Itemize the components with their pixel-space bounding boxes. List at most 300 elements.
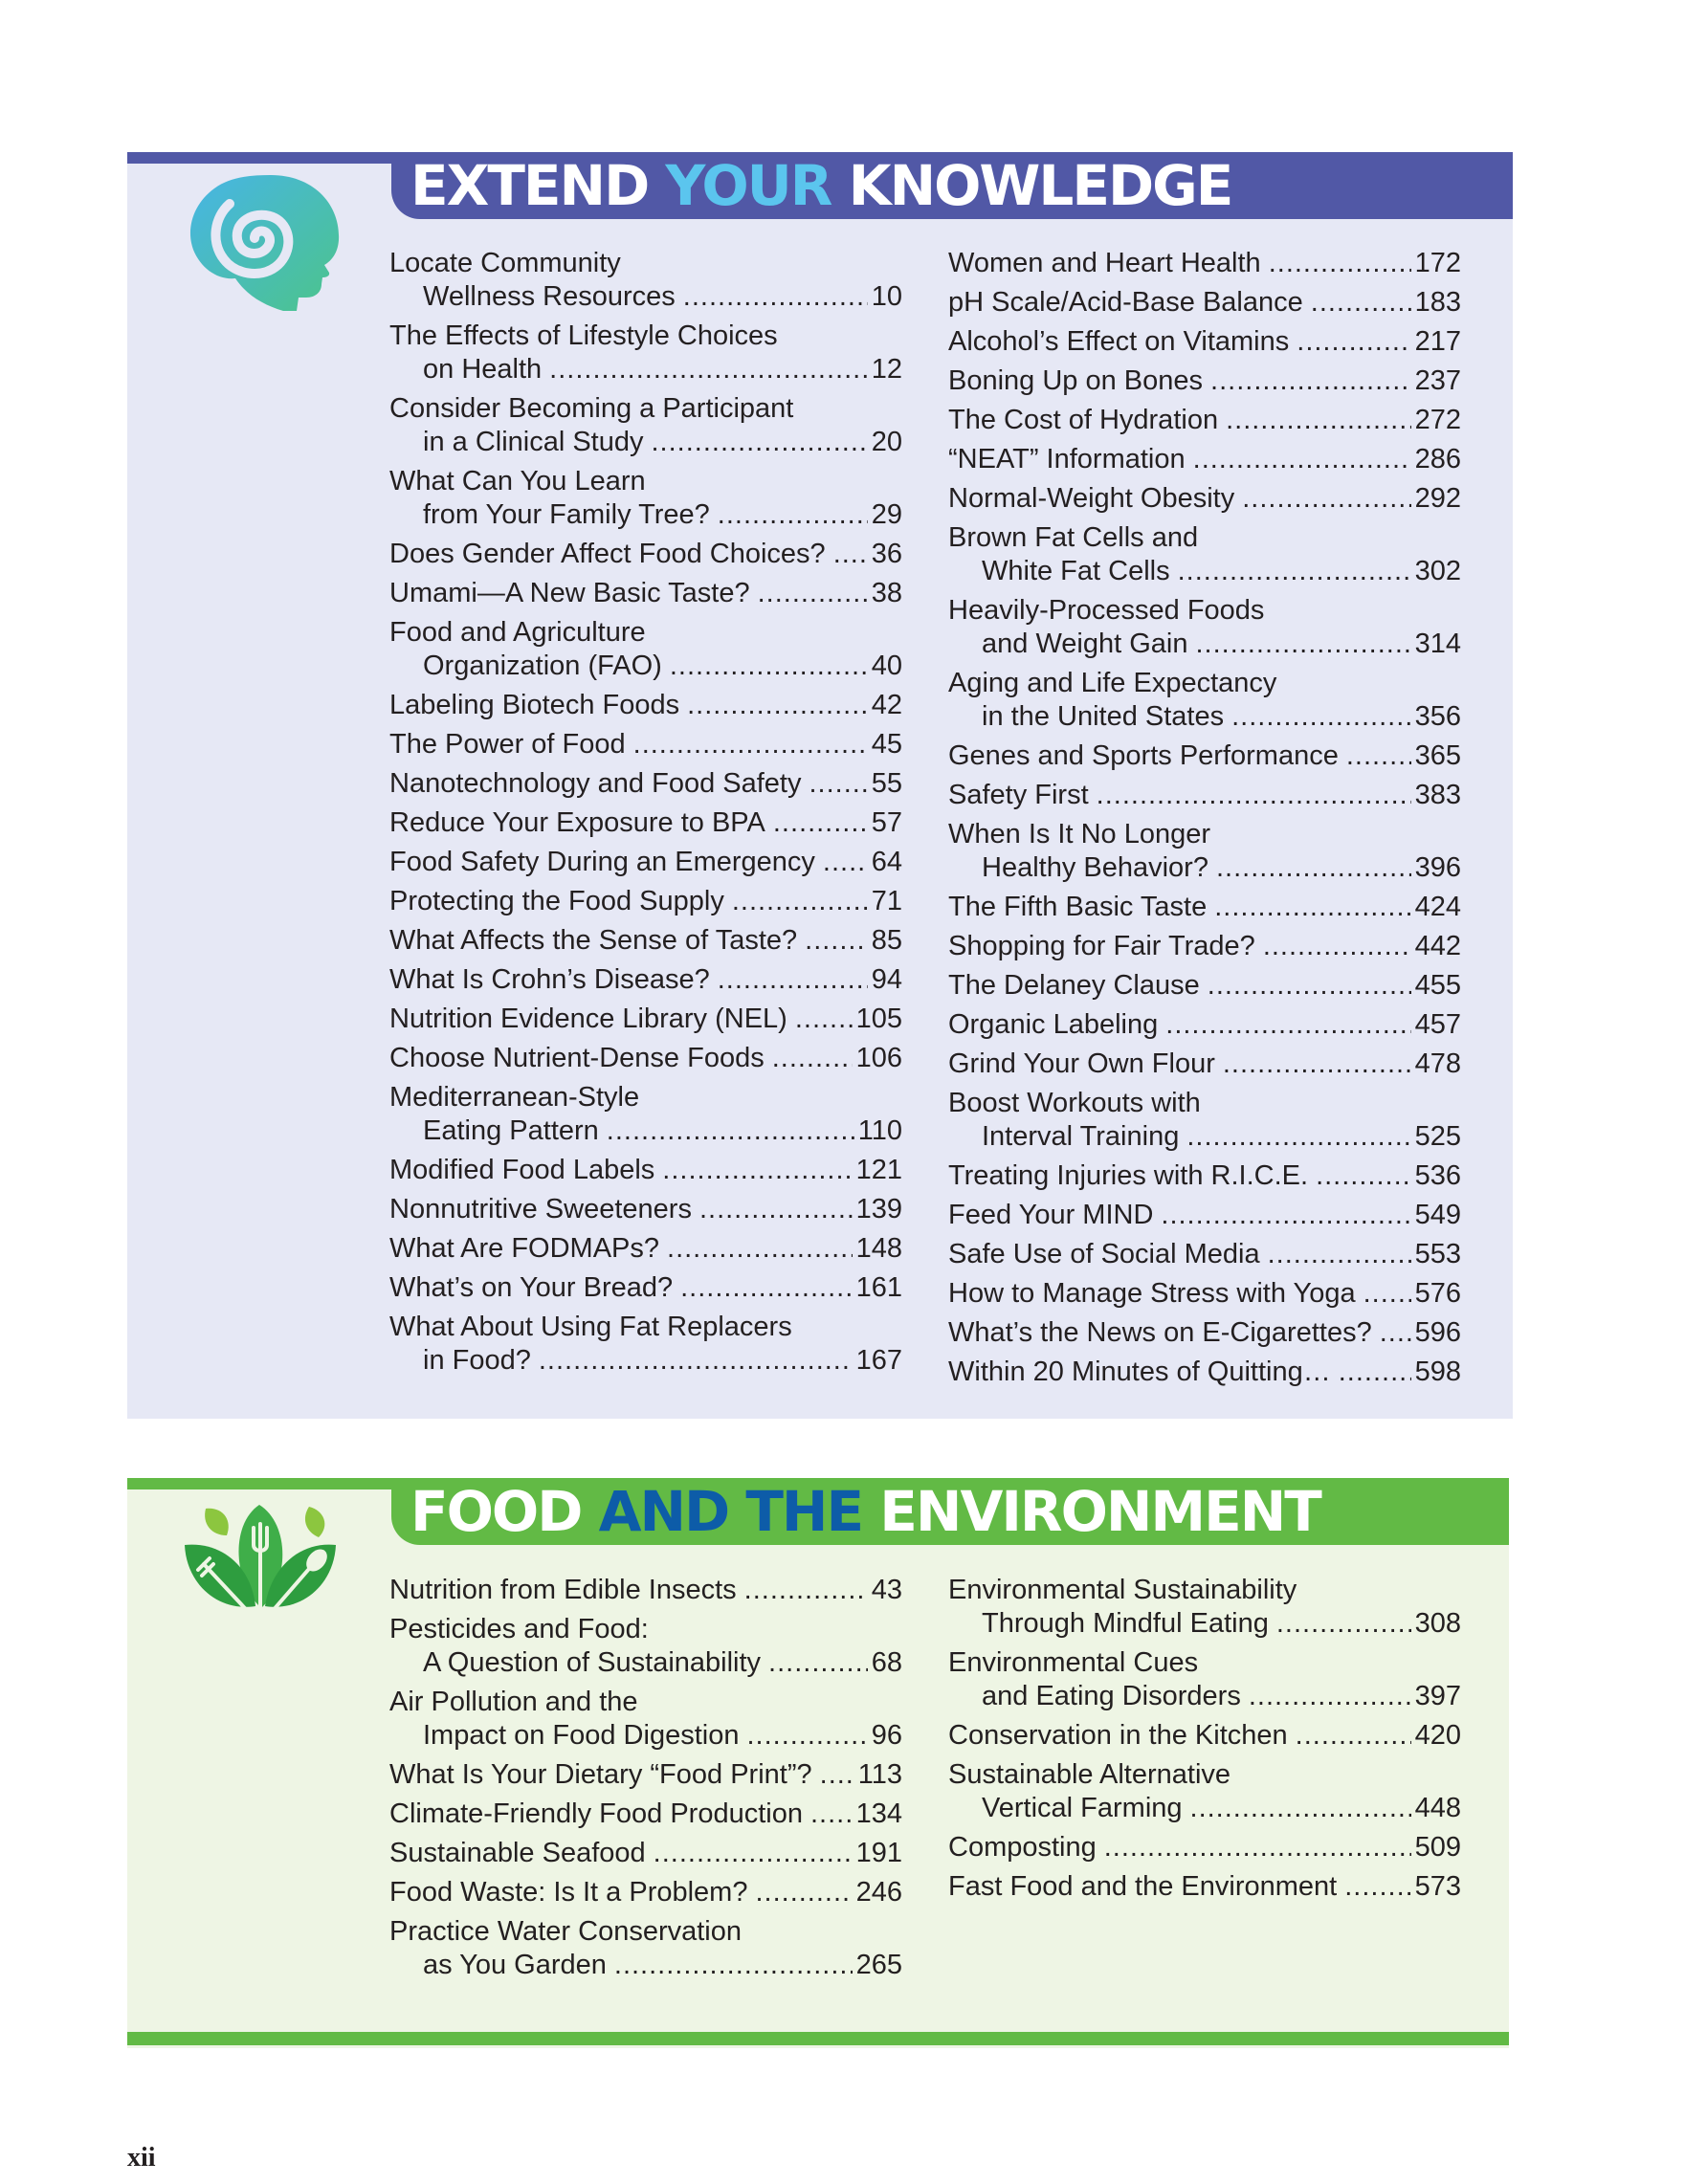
entry-title: Reduce Your Exposure to BPA bbox=[389, 807, 765, 838]
page-number: 68 bbox=[871, 1647, 902, 1678]
toc-entry bbox=[948, 404, 1461, 437]
toc-line bbox=[948, 1792, 1461, 1825]
toc-entry bbox=[948, 818, 1461, 885]
toc-line bbox=[389, 465, 902, 498]
entry-title: Food Safety During an Emergency bbox=[389, 847, 815, 877]
banner-word-3: ENVIRONMENT bbox=[879, 1479, 1320, 1544]
dot-leader bbox=[549, 353, 868, 386]
entry-title: White Fat Cells bbox=[982, 556, 1170, 586]
entry-title: Sustainable Alternative bbox=[948, 1759, 1231, 1790]
page-number: 40 bbox=[871, 651, 902, 681]
toc-line bbox=[389, 1837, 902, 1870]
toc-entry bbox=[948, 1831, 1461, 1864]
toc-entry bbox=[948, 1159, 1461, 1193]
entry-title: Normal-Weight Obesity bbox=[948, 483, 1235, 514]
entry-title: What Can You Learn bbox=[389, 466, 646, 496]
page-number: 121 bbox=[855, 1155, 902, 1185]
dot-leader bbox=[1276, 1607, 1411, 1641]
toc-entry bbox=[389, 885, 902, 918]
entry-title: Healthy Behavior? bbox=[982, 852, 1208, 883]
toc-line bbox=[389, 1758, 902, 1792]
dot-leader bbox=[744, 1574, 868, 1607]
toc-entry bbox=[389, 1686, 902, 1753]
page-number: 397 bbox=[1414, 1681, 1461, 1711]
toc-line bbox=[389, 1042, 902, 1075]
extend-knowledge-section bbox=[127, 152, 1513, 1419]
toc-entry bbox=[389, 806, 902, 840]
dot-leader bbox=[810, 1798, 853, 1831]
toc-line bbox=[948, 1008, 1461, 1042]
dot-leader bbox=[833, 538, 868, 571]
toc-entry bbox=[389, 1232, 902, 1266]
dot-leader bbox=[1165, 1008, 1410, 1042]
toc-line bbox=[389, 1081, 902, 1114]
toc-line bbox=[389, 1613, 902, 1646]
extend-right-column bbox=[948, 247, 1461, 1395]
dot-leader bbox=[758, 577, 868, 610]
entry-title: Treating Injuries with R.I.C.E. bbox=[948, 1160, 1309, 1191]
dot-leader bbox=[687, 689, 868, 722]
dot-leader bbox=[1316, 1159, 1411, 1193]
toc-entry bbox=[389, 1311, 902, 1378]
toc-line bbox=[389, 1114, 902, 1148]
entry-title: Nutrition from Edible Insects bbox=[389, 1575, 737, 1605]
toc-entry bbox=[948, 1008, 1461, 1042]
dot-leader bbox=[670, 650, 868, 683]
dot-leader bbox=[1380, 1316, 1411, 1350]
entry-title: Impact on Food Digestion bbox=[423, 1720, 740, 1751]
entry-title: Climate-Friendly Food Production bbox=[389, 1798, 803, 1829]
page-number: 134 bbox=[855, 1798, 902, 1829]
toc-line bbox=[389, 1193, 902, 1226]
toc-entry bbox=[948, 594, 1461, 661]
entry-title: What Is Your Dietary “Food Print”? bbox=[389, 1759, 812, 1790]
dot-leader bbox=[683, 280, 868, 314]
page-number: 455 bbox=[1414, 970, 1461, 1001]
entry-title: Grind Your Own Flour bbox=[948, 1048, 1215, 1079]
dot-leader bbox=[614, 1949, 853, 1982]
toc-line bbox=[389, 280, 902, 314]
entry-title: Safety First bbox=[948, 780, 1089, 810]
entry-title: Within 20 Minutes of Quitting… bbox=[948, 1357, 1331, 1387]
page-number: 356 bbox=[1414, 701, 1461, 732]
entry-title: Through Mindful Eating bbox=[982, 1608, 1269, 1639]
entry-title: Organization (FAO) bbox=[423, 651, 662, 681]
page-number: 161 bbox=[855, 1272, 902, 1303]
toc-line bbox=[389, 1798, 902, 1831]
page-number: 38 bbox=[871, 578, 902, 608]
toc-line bbox=[389, 1271, 902, 1305]
entry-title: What Affects the Sense of Taste? bbox=[389, 925, 798, 956]
toc-line bbox=[948, 555, 1461, 588]
entry-title: Composting bbox=[948, 1832, 1097, 1863]
dot-leader bbox=[1344, 1870, 1410, 1904]
toc-line bbox=[389, 1574, 902, 1607]
page-number: 308 bbox=[1414, 1608, 1461, 1639]
toc-entry bbox=[948, 1238, 1461, 1271]
dot-leader bbox=[1104, 1831, 1411, 1864]
dot-leader bbox=[662, 1154, 852, 1187]
toc-line bbox=[948, 1719, 1461, 1753]
dot-leader bbox=[1242, 482, 1410, 516]
page-number: 442 bbox=[1414, 931, 1461, 961]
page-number: 64 bbox=[871, 847, 902, 877]
page-number: 457 bbox=[1414, 1009, 1461, 1040]
toc-entry bbox=[948, 891, 1461, 924]
toc-line bbox=[948, 779, 1461, 812]
banner-word-1: EXTEND bbox=[410, 153, 649, 218]
toc-line bbox=[389, 1915, 902, 1949]
entry-title: When Is It No Longer bbox=[948, 819, 1211, 849]
page-number: 596 bbox=[1414, 1317, 1461, 1348]
entry-title: Feed Your MIND bbox=[948, 1200, 1154, 1230]
dot-leader bbox=[1311, 286, 1411, 320]
page-number: 365 bbox=[1414, 740, 1461, 771]
toc-entry bbox=[389, 616, 902, 683]
toc-entry bbox=[948, 667, 1461, 734]
page-number: 420 bbox=[1414, 1720, 1461, 1751]
toc-entry bbox=[389, 728, 902, 761]
page-number: 598 bbox=[1414, 1357, 1461, 1387]
page-number: 286 bbox=[1414, 444, 1461, 474]
page-number: 191 bbox=[855, 1838, 902, 1868]
page-number: 396 bbox=[1414, 852, 1461, 883]
toc-line bbox=[389, 577, 902, 610]
toc-entry bbox=[948, 247, 1461, 280]
toc-entry bbox=[948, 1719, 1461, 1753]
toc-line bbox=[948, 1048, 1461, 1081]
toc-line bbox=[389, 767, 902, 801]
toc-entry bbox=[948, 286, 1461, 320]
toc-line bbox=[948, 1238, 1461, 1271]
entry-title: Boost Workouts with bbox=[948, 1088, 1201, 1118]
extend-knowledge-banner bbox=[391, 152, 1513, 219]
toc-entry bbox=[389, 1003, 902, 1036]
toc-entry bbox=[389, 577, 902, 610]
dot-leader bbox=[1263, 930, 1411, 963]
toc-entry bbox=[948, 1277, 1461, 1311]
toc-line bbox=[948, 325, 1461, 359]
toc-entry bbox=[389, 1915, 902, 1982]
toc-line bbox=[389, 392, 902, 426]
toc-line bbox=[389, 963, 902, 997]
toc-line bbox=[389, 1949, 902, 1982]
food-environment-section bbox=[127, 1478, 1509, 2048]
entry-title: What About Using Fat Replacers bbox=[389, 1312, 792, 1342]
dot-leader bbox=[680, 1271, 852, 1305]
toc-entry bbox=[948, 1199, 1461, 1232]
page-number: 20 bbox=[871, 427, 902, 457]
toc-line bbox=[389, 498, 902, 532]
entry-title: Nonnutritive Sweeteners bbox=[389, 1194, 692, 1224]
leaf-utensils-icon bbox=[166, 1486, 357, 1648]
toc-entry bbox=[389, 1193, 902, 1226]
toc-line bbox=[389, 247, 902, 280]
page-number: 314 bbox=[1414, 629, 1461, 659]
entry-title: What’s the News on E-Cigarettes? bbox=[948, 1317, 1372, 1348]
dot-leader bbox=[1223, 1048, 1411, 1081]
page-number: 549 bbox=[1414, 1200, 1461, 1230]
toc-entry bbox=[389, 1271, 902, 1305]
toc-line bbox=[948, 443, 1461, 476]
entry-title: Vertical Farming bbox=[982, 1793, 1183, 1823]
dot-leader bbox=[805, 924, 868, 958]
entry-title: Women and Heart Health bbox=[948, 248, 1261, 278]
toc-line bbox=[389, 538, 902, 571]
dot-leader bbox=[1186, 1120, 1410, 1154]
toc-entry bbox=[948, 1048, 1461, 1081]
entry-title: in the United States bbox=[982, 701, 1225, 732]
page-number: 94 bbox=[871, 964, 902, 995]
entry-title: Modified Food Labels bbox=[389, 1155, 655, 1185]
entry-title: Pesticides and Food: bbox=[389, 1614, 649, 1644]
dot-leader bbox=[1231, 700, 1411, 734]
toc-line bbox=[948, 700, 1461, 734]
toc-line bbox=[948, 739, 1461, 773]
toc-line bbox=[389, 689, 902, 722]
toc-line bbox=[948, 1120, 1461, 1154]
entry-title: Does Gender Affect Food Choices? bbox=[389, 539, 826, 569]
toc-entry bbox=[389, 846, 902, 879]
entry-title: Organic Labeling bbox=[948, 1009, 1159, 1040]
entry-title: How to Manage Stress with Yoga bbox=[948, 1278, 1356, 1309]
dot-leader bbox=[1249, 1680, 1411, 1713]
banner-word-2: AND THE bbox=[598, 1479, 863, 1544]
page-number: 29 bbox=[871, 499, 902, 530]
page-number: 573 bbox=[1414, 1871, 1461, 1902]
toc-line bbox=[948, 1159, 1461, 1193]
entry-title: Shopping for Fair Trade? bbox=[948, 931, 1255, 961]
dot-leader bbox=[654, 1837, 853, 1870]
food-environment-banner bbox=[391, 1478, 1509, 1545]
dot-leader bbox=[699, 1193, 853, 1226]
entry-title: The Cost of Hydration bbox=[948, 405, 1219, 435]
dot-leader bbox=[667, 1232, 853, 1266]
entry-title: What Are FODMAPs? bbox=[389, 1233, 660, 1264]
toc-line bbox=[389, 1232, 902, 1266]
page-number: 237 bbox=[1414, 365, 1461, 396]
toc-line bbox=[948, 1199, 1461, 1232]
page-number: 448 bbox=[1414, 1793, 1461, 1823]
dot-leader bbox=[1269, 247, 1411, 280]
toc-entry bbox=[389, 1154, 902, 1187]
toc-line bbox=[389, 1311, 902, 1344]
toc-entry bbox=[948, 779, 1461, 812]
page-number: 113 bbox=[857, 1759, 902, 1790]
entry-title: Safe Use of Social Media bbox=[948, 1239, 1260, 1269]
dot-leader bbox=[809, 767, 867, 801]
entry-title: in a Clinical Study bbox=[423, 427, 644, 457]
toc-line bbox=[389, 1876, 902, 1909]
dot-leader bbox=[1268, 1238, 1411, 1271]
toc-entry bbox=[389, 963, 902, 997]
toc-line bbox=[389, 320, 902, 353]
entry-title: Mediterranean-Style bbox=[389, 1082, 640, 1113]
entry-title: in Food? bbox=[423, 1345, 531, 1376]
entry-title: Practice Water Conservation bbox=[389, 1916, 743, 1947]
page-number: 55 bbox=[871, 768, 902, 799]
page-number: 478 bbox=[1414, 1048, 1461, 1079]
toc-line bbox=[948, 1356, 1461, 1389]
page-number: 509 bbox=[1414, 1832, 1461, 1863]
toc-line bbox=[948, 1316, 1461, 1350]
page-number: 148 bbox=[855, 1233, 902, 1264]
dot-leader bbox=[1297, 325, 1410, 359]
dot-leader bbox=[1346, 739, 1411, 773]
entry-title: Genes and Sports Performance bbox=[948, 740, 1339, 771]
toc-entry bbox=[389, 1876, 902, 1909]
toc-line bbox=[948, 482, 1461, 516]
entry-title: Brown Fat Cells and bbox=[948, 522, 1199, 553]
spiral-head-icon bbox=[180, 162, 347, 315]
banner-word-3: KNOWLEDGE bbox=[848, 153, 1232, 218]
entry-title: and Weight Gain bbox=[982, 629, 1188, 659]
toc-line bbox=[948, 1870, 1461, 1904]
toc-entry bbox=[948, 739, 1461, 773]
toc-entry bbox=[948, 443, 1461, 476]
toc-line bbox=[389, 846, 902, 879]
dot-leader bbox=[607, 1114, 854, 1148]
toc-line bbox=[389, 1154, 902, 1187]
toc-entry bbox=[948, 482, 1461, 516]
dot-leader bbox=[773, 806, 868, 840]
page-number: 57 bbox=[871, 807, 902, 838]
toc-line bbox=[948, 1831, 1461, 1864]
dot-leader bbox=[1208, 969, 1411, 1003]
entry-title: Aging and Life Expectancy bbox=[948, 668, 1277, 698]
entry-title: The Fifth Basic Taste bbox=[948, 892, 1208, 922]
page-number: 246 bbox=[855, 1877, 902, 1908]
dot-leader bbox=[718, 963, 868, 997]
entry-title: The Power of Food bbox=[389, 729, 626, 760]
dot-leader bbox=[1178, 555, 1411, 588]
dot-leader bbox=[768, 1646, 868, 1680]
toc-line bbox=[948, 521, 1461, 555]
toc-line bbox=[948, 1607, 1461, 1641]
toc-line bbox=[389, 885, 902, 918]
entry-title: The Effects of Lifestyle Choices bbox=[389, 320, 778, 351]
entry-title: Food Waste: Is It a Problem? bbox=[389, 1877, 748, 1908]
toc-line bbox=[389, 353, 902, 386]
dot-leader bbox=[1161, 1199, 1410, 1232]
page-number: 272 bbox=[1414, 405, 1461, 435]
environment-left-column bbox=[389, 1574, 902, 1988]
entry-title: Environmental Cues bbox=[948, 1647, 1199, 1678]
dot-leader bbox=[652, 426, 868, 459]
entry-title: Conservation in the Kitchen bbox=[948, 1720, 1288, 1751]
page-number: 105 bbox=[855, 1004, 902, 1034]
toc-entry bbox=[389, 1574, 902, 1607]
toc-line bbox=[389, 924, 902, 958]
page-number: 85 bbox=[871, 925, 902, 956]
toc-entry bbox=[389, 1081, 902, 1148]
toc-entry bbox=[389, 1042, 902, 1075]
entry-title: on Health bbox=[423, 354, 543, 385]
entry-title: Eating Pattern bbox=[423, 1115, 599, 1146]
entry-title: Environmental Sustainability bbox=[948, 1575, 1297, 1605]
dot-leader bbox=[820, 1758, 854, 1792]
entry-title: and Eating Disorders bbox=[982, 1681, 1241, 1711]
page-number: 424 bbox=[1414, 892, 1461, 922]
dot-leader bbox=[1196, 628, 1411, 661]
page-number: 183 bbox=[1414, 287, 1461, 318]
toc-entry bbox=[948, 930, 1461, 963]
toc-line bbox=[948, 851, 1461, 885]
page-number: 12 bbox=[871, 354, 902, 385]
entry-title: pH Scale/Acid-Base Balance bbox=[948, 287, 1303, 318]
dot-leader bbox=[1214, 891, 1410, 924]
toc-line bbox=[948, 1758, 1461, 1792]
toc-line bbox=[948, 891, 1461, 924]
page-number: 383 bbox=[1414, 780, 1461, 810]
entry-title: Heavily-Processed Foods bbox=[948, 595, 1265, 626]
banner-word-2: YOUR bbox=[665, 153, 831, 218]
dot-leader bbox=[1226, 404, 1411, 437]
entry-title: Wellness Resources bbox=[423, 281, 676, 312]
toc-line bbox=[389, 1003, 902, 1036]
entry-title: from Your Family Tree? bbox=[423, 499, 710, 530]
toc-line bbox=[948, 930, 1461, 963]
banner-word-1: FOOD bbox=[410, 1479, 582, 1544]
dot-leader bbox=[795, 1003, 853, 1036]
toc-line bbox=[948, 594, 1461, 628]
entry-title: Protecting the Food Supply bbox=[389, 886, 724, 916]
toc-line bbox=[948, 667, 1461, 700]
toc-line bbox=[389, 1686, 902, 1719]
environment-right-column bbox=[948, 1574, 1461, 1909]
page-number: 110 bbox=[857, 1115, 902, 1146]
page-number: xii bbox=[127, 2143, 156, 2173]
dot-leader bbox=[539, 1344, 853, 1378]
toc-line bbox=[948, 1574, 1461, 1607]
page-number: 96 bbox=[871, 1720, 902, 1751]
toc-entry bbox=[389, 1758, 902, 1792]
entry-title: Food and Agriculture bbox=[389, 617, 646, 648]
dot-leader bbox=[1190, 1792, 1411, 1825]
dot-leader bbox=[1193, 443, 1411, 476]
dot-leader bbox=[732, 885, 868, 918]
page-number: 139 bbox=[855, 1194, 902, 1224]
page-number: 302 bbox=[1414, 556, 1461, 586]
toc-entry bbox=[389, 924, 902, 958]
toc-line bbox=[948, 1277, 1461, 1311]
entry-title: What’s on Your Bread? bbox=[389, 1272, 674, 1303]
page-number: 217 bbox=[1414, 326, 1461, 357]
dot-leader bbox=[633, 728, 868, 761]
toc-entry bbox=[389, 392, 902, 459]
page-number: 42 bbox=[871, 690, 902, 720]
page-number: 525 bbox=[1414, 1121, 1461, 1152]
entry-title: Sustainable Seafood bbox=[389, 1838, 646, 1868]
toc-entry bbox=[389, 1798, 902, 1831]
toc-line bbox=[948, 404, 1461, 437]
dot-leader bbox=[1210, 364, 1411, 398]
entry-title: Air Pollution and the bbox=[389, 1687, 638, 1717]
dot-leader bbox=[823, 846, 868, 879]
toc-entry bbox=[948, 1870, 1461, 1904]
page-number: 265 bbox=[855, 1950, 902, 1980]
toc-entry bbox=[389, 538, 902, 571]
toc-entry bbox=[389, 689, 902, 722]
entry-title: Interval Training bbox=[982, 1121, 1180, 1152]
toc-line bbox=[948, 818, 1461, 851]
page-number: 71 bbox=[871, 886, 902, 916]
toc-line bbox=[389, 806, 902, 840]
toc-line bbox=[389, 426, 902, 459]
entry-title: Umami—A New Basic Taste? bbox=[389, 578, 750, 608]
page-number: 536 bbox=[1414, 1160, 1461, 1191]
page-number: 576 bbox=[1414, 1278, 1461, 1309]
